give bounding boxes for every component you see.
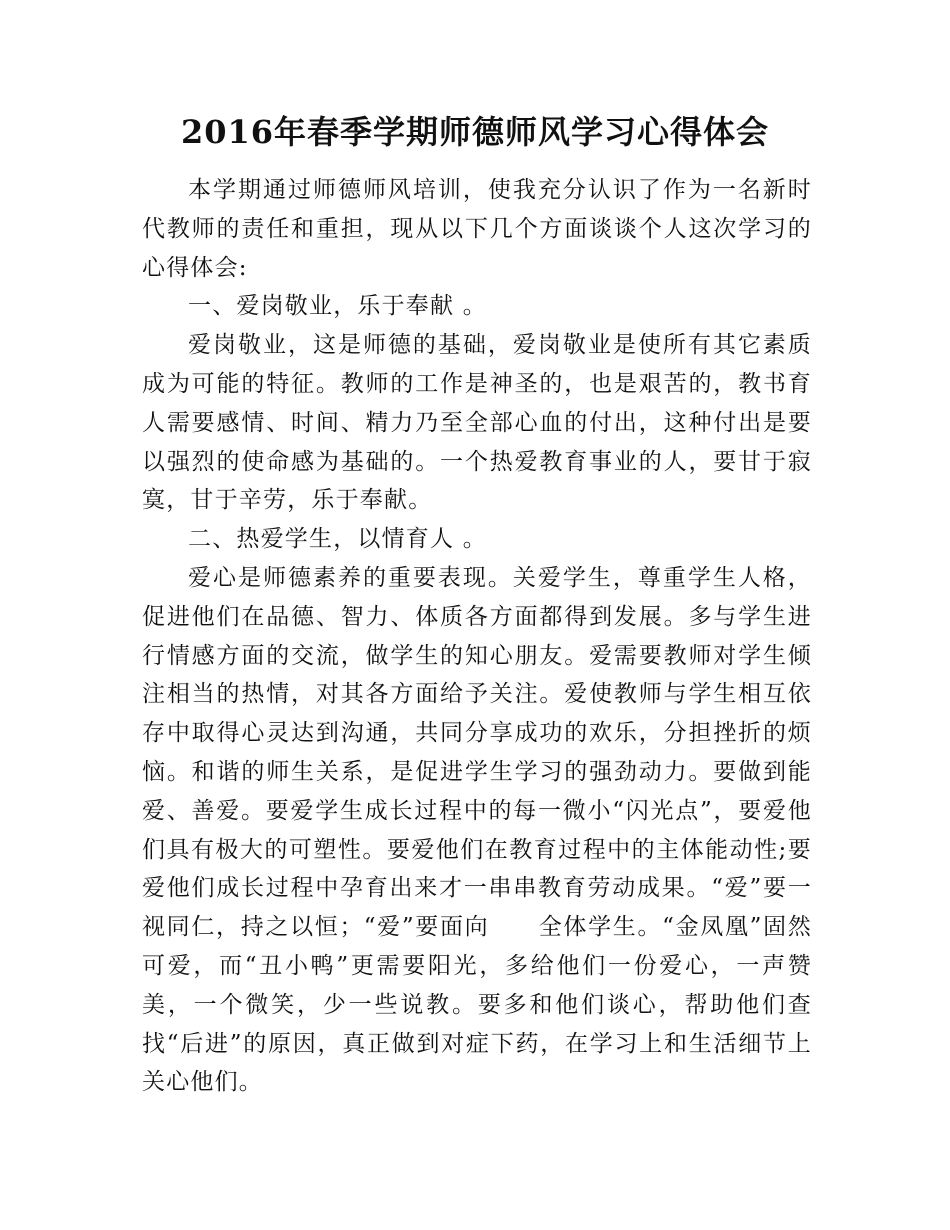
section-paragraph-2: 爱心是师德素养的重要表现。关爱学生，尊重学生人格，促进他们在品德、智力、体质各方面都得到发展。多与学生进行情感方面的交流，做学生的知心朋友。爱需要教师对学生倾注相当的热情，对其各方面给予关注。爱使教师与学生相互依存中取得心灵达到沟通，共同分享成功的欢乐，分担挫折的烦恼。和谐的师生关系，是促进学生学习的强劲动力。要做到能爱、善爱。要爱学生成长过程中的每一微小“闪光点”，要爱他们具有极大的可塑性。要爱他们在教育过程中的主体能动性;要爱他们成长过程中孕育出来才一串串教育劳动成果。“爱”要一视同仁，持之以恒；“爱”要面向 全体学生。“金凤凰”固然可爱，而“丑小鸭”更需要阳光，多给他们一份爱心，一声赞美，一个微笑，少一些说教。要多和他们谈心，帮助他们查找“后进”的原因，真正做到对症下药，在学习上和生活细节上关心他们。 [142,564,812,1096]
intro-paragraph: 本学期通过师德师风培训，使我充分认识了作为一名新时代教师的责任和重担，现从以下几个方面谈谈个人这次学习的心得体会: [142,177,812,281]
document-body [142,171,812,1102]
section-heading-2: 二、热爱学生，以情育人 。 [188,526,487,553]
section-heading-1: 一、爱岗敬业，乐于奉献 。 [188,293,487,320]
document-title: 2016年春季学期师德师风学习心得体会 [180,113,770,151]
section-paragraph-1: 爱岗敬业，这是师德的基础，爱岗敬业是使所有其它素质成为可能的特征。教师的工作是神圣的，也是艰苦的，教书育人需要感情、时间、精力乃至全部心血的付出，这种付出是要以强烈的使命感为基础的。一个热爱教育事业的人，要甘于寂寞，甘于辛劳，乐于奉献。 [142,332,812,514]
